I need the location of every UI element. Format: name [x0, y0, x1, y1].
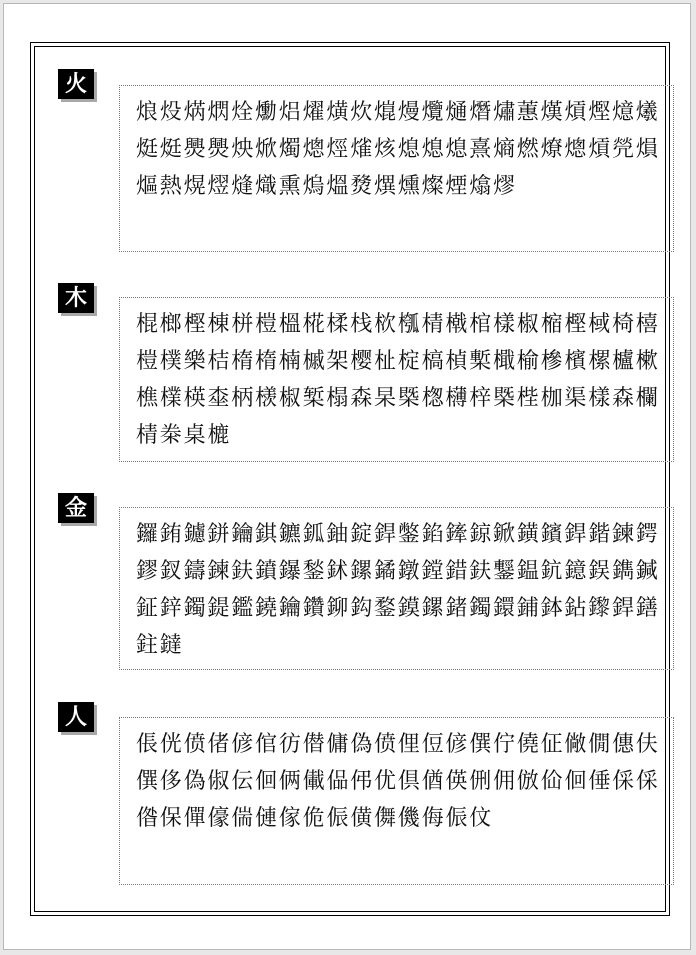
char-box-fire [119, 85, 674, 252]
page [3, 3, 691, 950]
char-list-fire: 烺炈焫熌烇爋焒燿熿炊熴熳爦熥熸熽蕙熯熕熞燱爔烶烶爂爂炴焮燭熜烴熦烗熄熄熄熹熵燃燎熜熕焭熉熰熱熀熤熢熾熏熓熅熃熼燻燦煙熻熮 [136, 100, 660, 199]
radical-badge-person: 人 [58, 702, 94, 732]
radical-badge-metal: 金 [58, 493, 94, 523]
char-box-wood [119, 297, 674, 462]
char-list-metal: 鑼銪鑢鉼鑰錤鑣鈲鈾錠銲鐅錎鏲鍄鍁鐄鑌銲鍇鍊鍔鏐釵鑄鍊鈇鐼鑤鍫鉥鏍鐍鐓鏜錯鈇鑋鎾鈧鐿鋘鐫鍼鉦鋅鐲鍉鑑鐃鑰鑽鉚鈎鍪鏌鏍鍺鐲鐶鋪鉢鉆鑗銲鐥鉒鐽 [136, 522, 660, 658]
char-box-person [119, 717, 674, 885]
char-list-wood: 棍榔樫棟栟榿榲椛楺栈栨槬棈橶棺樣椒樎樫棫椅橲榿樸樂桔楕楕楠槭架樱杫椗槁楨槧檝榆槮檳樏櫨樕樵檏楧桽柄檨椒椠榻森杲槩楤欂梓槩梐枷渠樣森欄棈桊桌樚 [136, 312, 660, 448]
radical-badge-fire: 火 [58, 69, 94, 99]
char-list-person: 倀侊偾偖偐倌彷僣傭偽偾俚侸偐僎佇僥佂僘僩僡伕僎侈偽俶伝佪俩儎偘伄优倶偤偀侀佣倣佡佪倕倸倸偺保僤儫偳僆傢佹侲僙儛僟侮侲伩 [136, 732, 660, 831]
outer-frame [30, 42, 670, 916]
char-box-metal [119, 507, 674, 670]
radical-badge-wood: 木 [58, 283, 94, 313]
